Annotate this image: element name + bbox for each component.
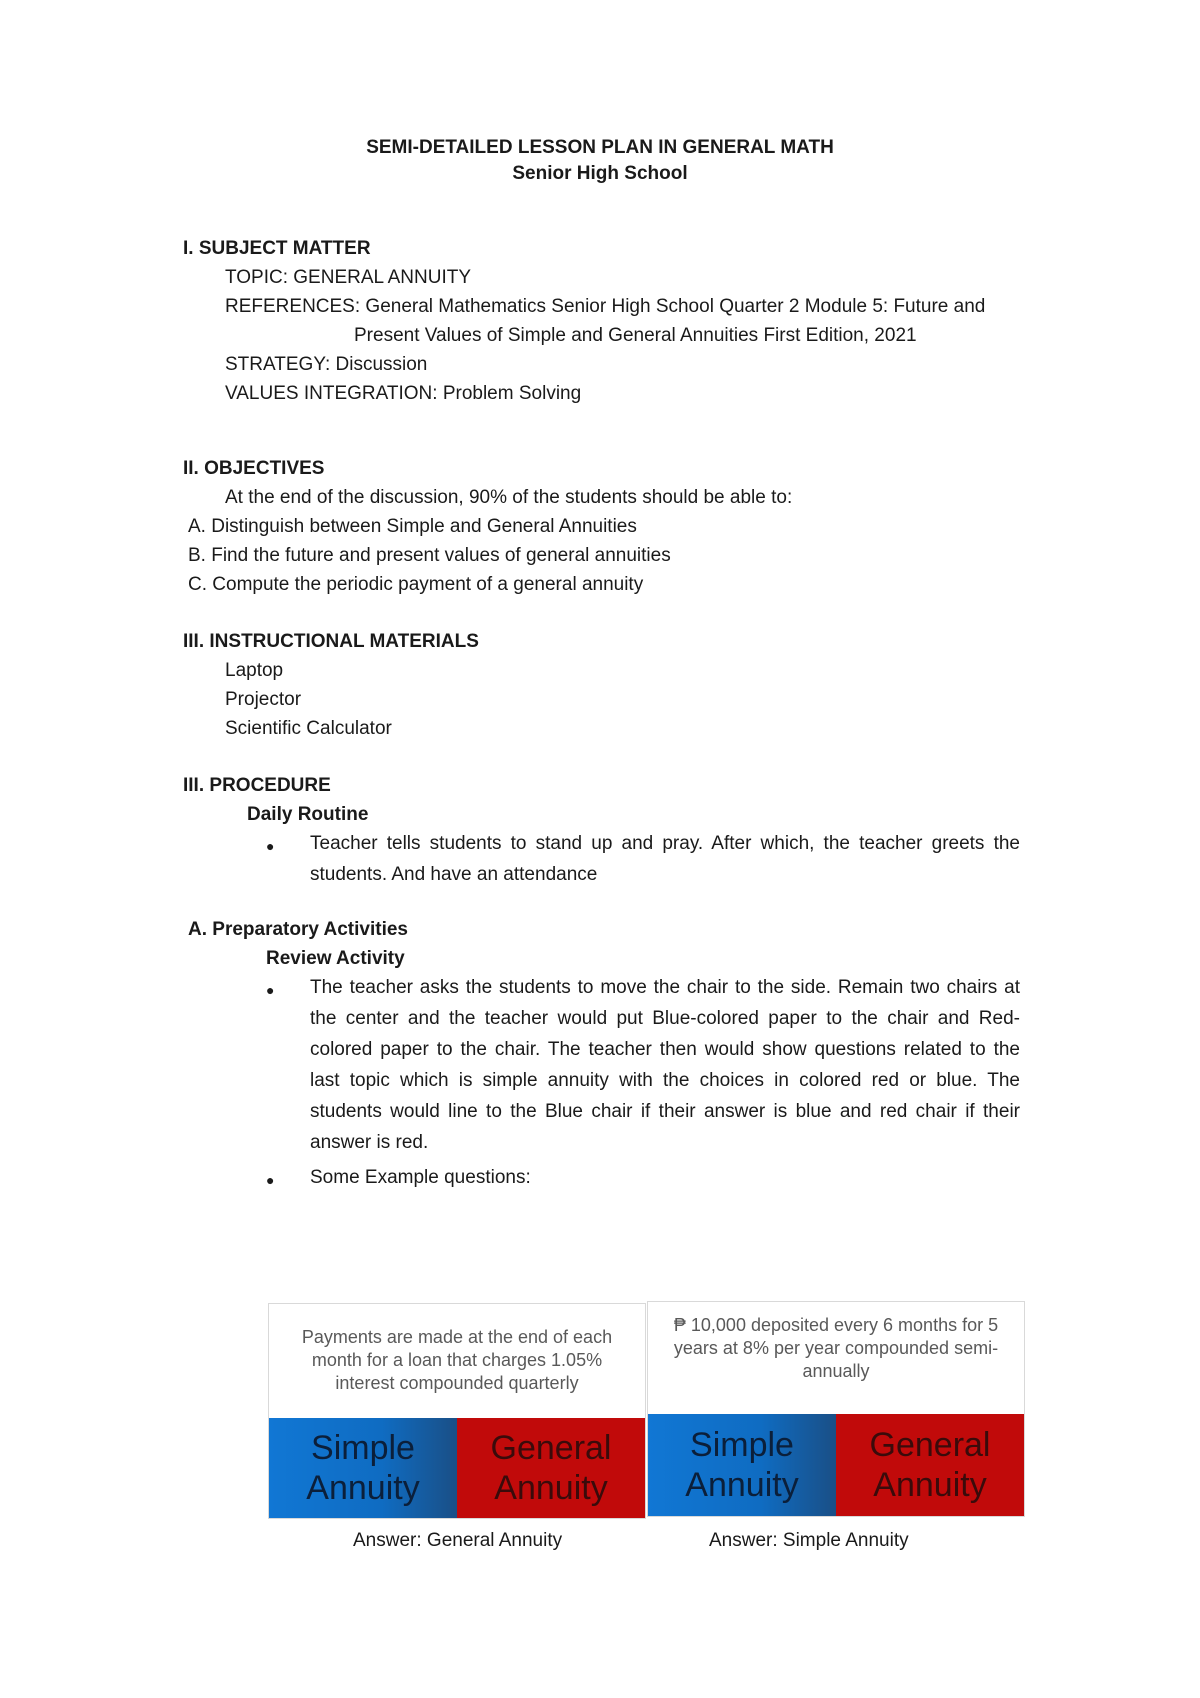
general-annuity-option: General Annuity <box>836 1414 1024 1516</box>
example-question-card <box>647 1301 1025 1517</box>
example-answer: Answer: General Annuity <box>353 1530 563 1551</box>
objective-item: B. Find the future and present values of general annuities <box>188 545 671 566</box>
simple-annuity-option: Simple Annuity <box>648 1414 836 1516</box>
document-title: SEMI-DETAILED LESSON PLAN IN GENERAL MATH <box>366 137 834 158</box>
general-annuity-option: General Annuity <box>457 1418 645 1518</box>
simple-annuity-option: Simple Annuity <box>269 1418 457 1518</box>
material-item: Laptop <box>225 660 284 681</box>
procedure-heading: III. PROCEDURE <box>183 775 331 796</box>
review-activity-heading: Review Activity <box>266 948 405 969</box>
values-integration-line: VALUES INTEGRATION: Problem Solving <box>225 383 582 404</box>
example-question-text: ₱ 10,000 deposited every 6 months for 5 years at 8% per year compounded semi-annually <box>673 1315 999 1381</box>
example-question-text: Payments are made at the end of each month for a loan that charges 1.05% interest compounded quarterly <box>301 1326 613 1393</box>
strategy-line: STRATEGY: Discussion <box>225 354 428 375</box>
objectives-intro: At the end of the discussion, 90% of the students should be able to: <box>225 487 793 508</box>
bullet-icon: ● <box>266 982 275 998</box>
objective-item: C. Compute the periodic payment of a general annuity <box>188 574 644 595</box>
material-item: Projector <box>225 689 302 710</box>
review-activity-text: The teacher asks the students to move the chair to the side. Remain two chairs at the center and the teacher would put Blue-colored paper to the chair and Red-colored paper to the chair. The teacher then would show questions related to the last topic which is simple annuity with the choices in colored red or blue. The students would line to the Blue chair if their answer is blue and red chair if their answer is red. <box>310 977 1020 1153</box>
references-line-2: Present Values of Simple and General Annuities First Edition, 2021 <box>354 325 917 346</box>
daily-routine-text: Teacher tells students to stand up and pray. After which, the teacher greets the students. And have an attendance <box>310 833 1020 885</box>
document-subtitle: Senior High School <box>512 163 688 184</box>
examples-label: Some Example questions: <box>310 1167 531 1188</box>
objective-item: A. Distinguish between Simple and General Annuities <box>188 516 637 537</box>
example-question-card <box>268 1303 646 1519</box>
daily-routine-heading: Daily Routine <box>247 804 369 825</box>
materials-heading: III. INSTRUCTIONAL MATERIALS <box>183 631 479 652</box>
preparatory-activities-heading: A. Preparatory Activities <box>188 919 408 940</box>
bullet-icon: ● <box>266 838 275 854</box>
references-line-1: REFERENCES: General Mathematics Senior High School Quarter 2 Module 5: Future and <box>225 296 986 317</box>
subject-matter-heading: I. SUBJECT MATTER <box>183 238 371 259</box>
topic-line: TOPIC: GENERAL ANNUITY <box>225 267 471 288</box>
objectives-heading: II. OBJECTIVES <box>183 458 325 479</box>
bullet-icon: ● <box>266 1172 275 1188</box>
example-answer: Answer: Simple Annuity <box>709 1530 909 1551</box>
material-item: Scientific Calculator <box>225 718 392 739</box>
